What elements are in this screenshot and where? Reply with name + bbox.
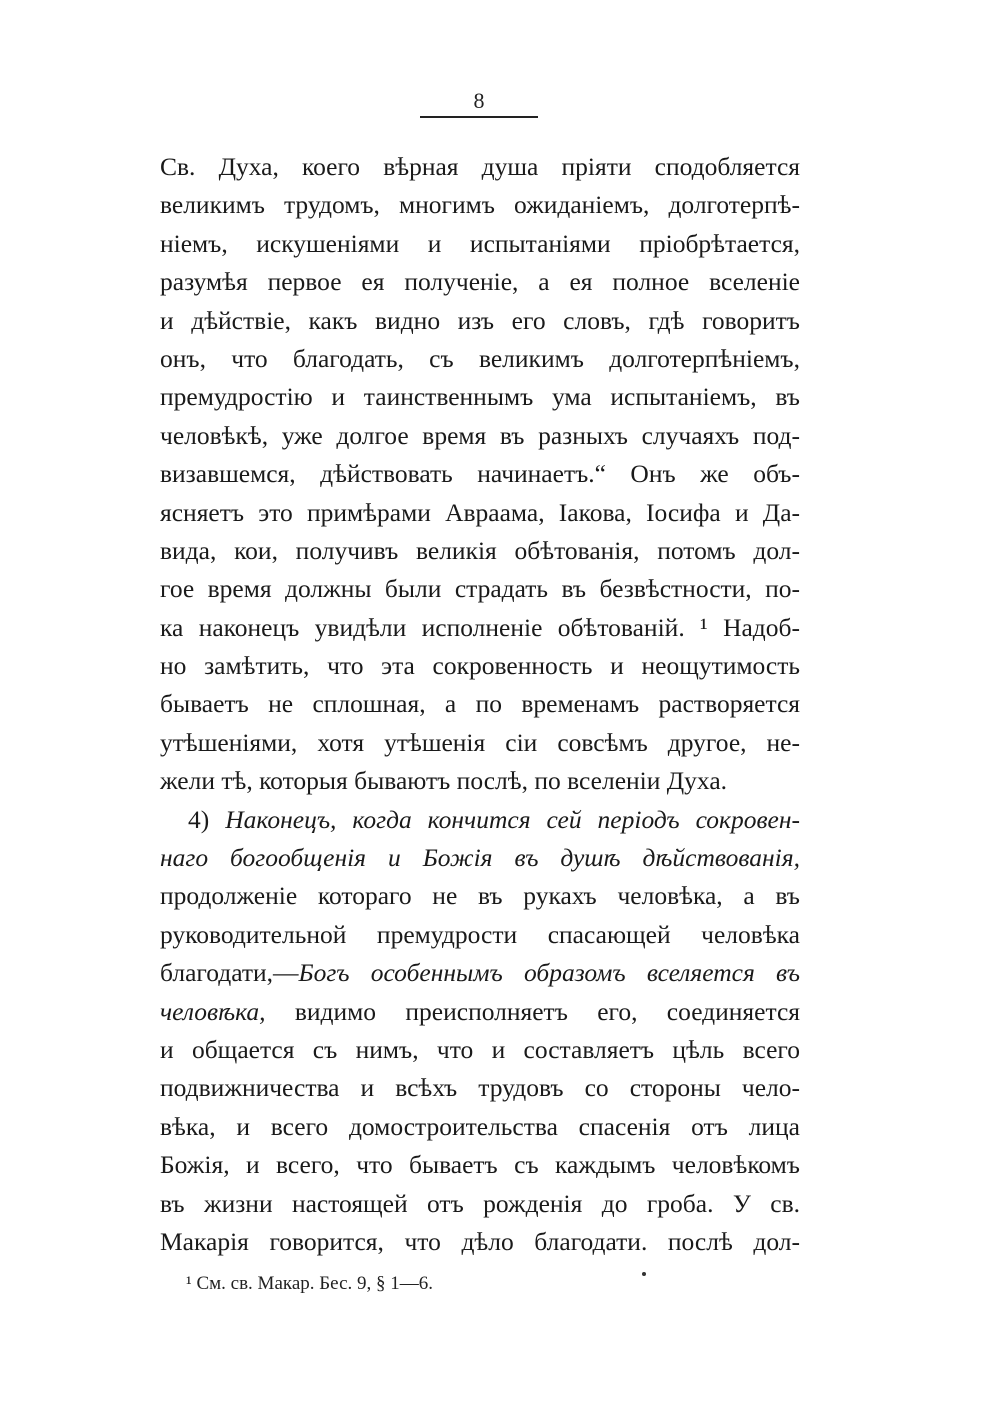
text-line: ясняетъ это примѣрами Авраама, Іакова, Іосифа и Да- bbox=[160, 497, 800, 527]
italic-text: Наконецъ, когда кончится сей періодъ сокровен- bbox=[225, 804, 801, 834]
text-line: подвижничества и всѣхъ трудовъ со стороны чело- bbox=[160, 1073, 800, 1103]
footnote: ¹ См. св. Макар. Бес. 9, § 1—6. bbox=[186, 1273, 433, 1294]
text-line: но замѣтить, что эта сокровенность и неощутимость bbox=[160, 651, 800, 681]
text-line: Св. Духа, коего вѣрная душа пріяти сподобляется bbox=[160, 152, 800, 181]
text-line: утѣшеніями, хотя утѣшенія сіи совсѣмъ другое, не- bbox=[160, 727, 800, 757]
text-line: бываетъ не сплошная, а по временамъ растворяется bbox=[160, 689, 800, 719]
page-number: 8 bbox=[473, 88, 485, 113]
text-line: ка наконецъ увидѣли исполненіе обѣтованій. ¹ Надоб- bbox=[160, 612, 800, 642]
text-line: жели тѣ, которыя бываютъ послѣ, по вселеніи Духа. bbox=[160, 766, 728, 796]
text-line: продолженіе котораго не въ рукахъ человѣка, а въ bbox=[160, 881, 800, 911]
italic-text: человѣка, bbox=[160, 996, 266, 1026]
text-line: Божія, и всего, что бываетъ съ каждымъ человѣкомъ bbox=[160, 1150, 800, 1180]
text-line bbox=[160, 954, 800, 992]
text-line: вѣка, и всего домостроительства спасенія отъ лица bbox=[160, 1111, 800, 1141]
text-line bbox=[160, 993, 800, 1031]
text-line: Макарія говорится, что дѣло благодати. послѣ дол- bbox=[160, 1226, 800, 1256]
header-rule bbox=[420, 116, 538, 118]
plain-text: благодати,— bbox=[160, 958, 299, 988]
text-line: въ жизни настоящей отъ рожденія до гроба. У св. bbox=[160, 1188, 800, 1218]
text-line: разумѣя первое ея полученіе, а ея полное вселеніе bbox=[160, 267, 800, 297]
text-line: великимъ трудомъ, многимъ ожиданіемъ, долготерпѣ- bbox=[160, 190, 800, 220]
page-header bbox=[420, 88, 538, 118]
text-line: вида, кои, получивъ великія обѣтованія, потомъ дол- bbox=[160, 535, 800, 565]
italic-text: наго богообщенія и Божія въ душѣ дѣйствованія, bbox=[160, 843, 800, 873]
text-line: гое время должны были страдать въ безвѣстности, по- bbox=[160, 574, 800, 604]
text-line: и общается съ нимъ, что и составляетъ цѣль всего bbox=[160, 1034, 800, 1064]
plain-text: видимо преисполняетъ его, соединяется bbox=[265, 996, 800, 1026]
text-line: ніемъ, искушеніями и испытаніями пріобрѣтается, bbox=[160, 228, 800, 258]
text-line: визавшемся, дѣйствовать начинаетъ.“ Онъ же объ- bbox=[160, 459, 800, 489]
italic-text: Богъ особеннымъ образомъ вселяется въ bbox=[298, 958, 800, 988]
paragraph-4-first-line bbox=[160, 801, 800, 839]
text-line bbox=[160, 839, 800, 877]
paragraph-number: 4) bbox=[188, 804, 210, 834]
text-line: человѣкѣ, уже долгое время въ разныхъ случаяхъ под- bbox=[160, 420, 800, 450]
text-line: руководительной премудрости спасающей человѣка bbox=[160, 919, 800, 949]
print-speck bbox=[642, 1272, 646, 1276]
text-line: и дѣйствіе, какъ видно изъ его словъ, гдѣ говоритъ bbox=[160, 305, 800, 335]
text-line: онъ, что благодать, съ великимъ долготерпѣніемъ, bbox=[160, 343, 800, 373]
body-text bbox=[160, 148, 800, 1261]
text-line: премудростію и таинственнымъ ума испытаніемъ, въ bbox=[160, 382, 800, 412]
